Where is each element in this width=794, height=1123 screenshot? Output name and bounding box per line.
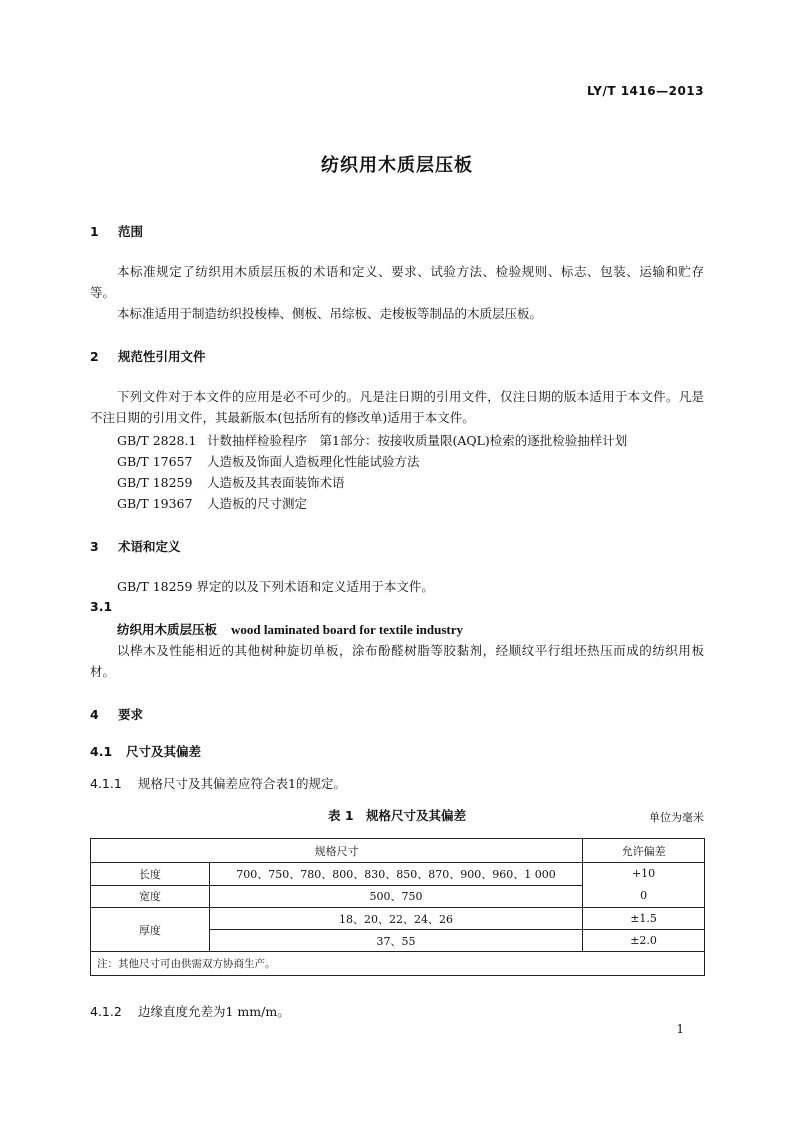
cell-length-width-tolerance xyxy=(583,863,705,908)
subsection-title: 尺寸及其偏差 xyxy=(126,744,202,759)
reference-code: GB/T 17657 xyxy=(117,454,193,469)
header-tolerance: 允许偏差 xyxy=(583,839,705,863)
clause-4-1-1 xyxy=(90,774,346,792)
reference-text: 人造板的尺寸测定 xyxy=(207,496,308,511)
section-1-paragraph-1: 本标准规定了纺织用木质层压板的术语和定义、要求、试验方法、检验规则、标志、包装、运输和贮存等。 xyxy=(90,264,704,300)
row-label-thickness: 厚度 xyxy=(91,908,210,952)
section-title: 规范性引用文件 xyxy=(118,349,206,364)
term-chinese: 纺织用木质层压板 xyxy=(117,622,218,637)
cell-width-values: 500、750 xyxy=(209,885,582,908)
tolerance-lower: 0 xyxy=(640,889,648,902)
section-title: 要求 xyxy=(118,707,144,722)
cell-thickness-values-2: 37、55 xyxy=(209,930,582,952)
table-caption: 表 1 规格尺寸及其偏差 xyxy=(327,808,467,823)
section-3-paragraph: GB/T 18259 界定的以及下列术语和定义适用于本文件。 xyxy=(117,579,434,594)
subsection-4-1-heading xyxy=(90,742,201,760)
cell-thickness-tolerance-2: ±2.0 xyxy=(583,930,705,952)
spec-table xyxy=(90,838,705,976)
cell-length-values: 700、750、780、800、830、850、870、900、960、1 000 xyxy=(209,863,582,886)
section-1-paragraph-2: 本标准适用于制造纺织投梭棒、侧板、吊综板、走梭板等制品的木质层压板。 xyxy=(117,306,543,321)
page-number: 1 xyxy=(676,1022,684,1036)
term-entry xyxy=(117,620,463,638)
table-note: 注：其他尺寸可由供需双方协商生产。 xyxy=(91,952,705,976)
reference-text: 人造板及饰面人造板理化性能试验方法 xyxy=(207,454,420,469)
cell-thickness-tolerance-1: ±1.5 xyxy=(583,908,705,930)
section-number: 1 xyxy=(90,224,99,239)
clause-4-1-2 xyxy=(90,1002,290,1020)
section-number: 2 xyxy=(90,349,99,364)
clause-number: 4.1.2 xyxy=(90,1004,122,1019)
row-label-length: 长度 xyxy=(91,863,210,886)
term-definition: 以桦木及性能相近的其他树种旋切单板，涂布酚醛树脂等胶黏剂，经顺纹平行组坯热压而成的纺织用板材。 xyxy=(90,643,704,679)
section-title: 范围 xyxy=(118,224,144,239)
reference-text: 人造板及其表面装饰术语 xyxy=(207,475,345,490)
table-unit: 单位为毫米 xyxy=(649,811,704,824)
clause-number: 4.1.1 xyxy=(90,776,122,791)
section-3-heading xyxy=(90,537,181,555)
section-2-heading xyxy=(90,347,206,365)
header-spec: 规格尺寸 xyxy=(91,839,583,863)
reference-item xyxy=(117,431,627,449)
cell-thickness-values-1: 18、20、22、24、26 xyxy=(209,908,582,930)
row-label-width: 宽度 xyxy=(91,885,210,908)
subsection-number: 4.1 xyxy=(90,744,113,759)
reference-item xyxy=(117,494,307,512)
section-4-heading xyxy=(90,705,143,723)
reference-code: GB/T 2828.1 xyxy=(117,433,197,448)
subsection-3-1-number: 3.1 xyxy=(90,599,113,614)
section-number: 3 xyxy=(90,539,99,554)
reference-code: GB/T 18259 xyxy=(117,475,193,490)
clause-text: 规格尺寸及其偏差应符合表1的规定。 xyxy=(138,776,346,791)
tolerance-upper: +10 xyxy=(631,867,656,880)
term-english: wood laminated board for textile industry xyxy=(231,622,463,637)
reference-text: 计数抽样检验程序 第1部分：按接收质量限(AQL)检索的逐批检验抽样计划 xyxy=(207,433,628,448)
section-number: 4 xyxy=(90,707,99,722)
clause-text: 边缘直度允差为1 mm/m。 xyxy=(138,1004,290,1019)
reference-code: GB/T 19367 xyxy=(117,496,193,511)
reference-item xyxy=(117,473,345,491)
section-1-heading xyxy=(90,222,143,240)
document-title: 纺织用木质层压板 xyxy=(321,155,473,176)
section-2-paragraph: 下列文件对于本文件的应用是必不可少的。凡是注日期的引用文件，仅注日期的版本适用于本文件。凡是不注日期的引用文件，其最新版本(包括所有的修改单)适用于本文件。 xyxy=(90,389,704,425)
reference-item xyxy=(117,452,420,470)
section-title: 术语和定义 xyxy=(118,539,181,554)
standard-code-header: LY/T 1416—2013 xyxy=(586,84,704,98)
